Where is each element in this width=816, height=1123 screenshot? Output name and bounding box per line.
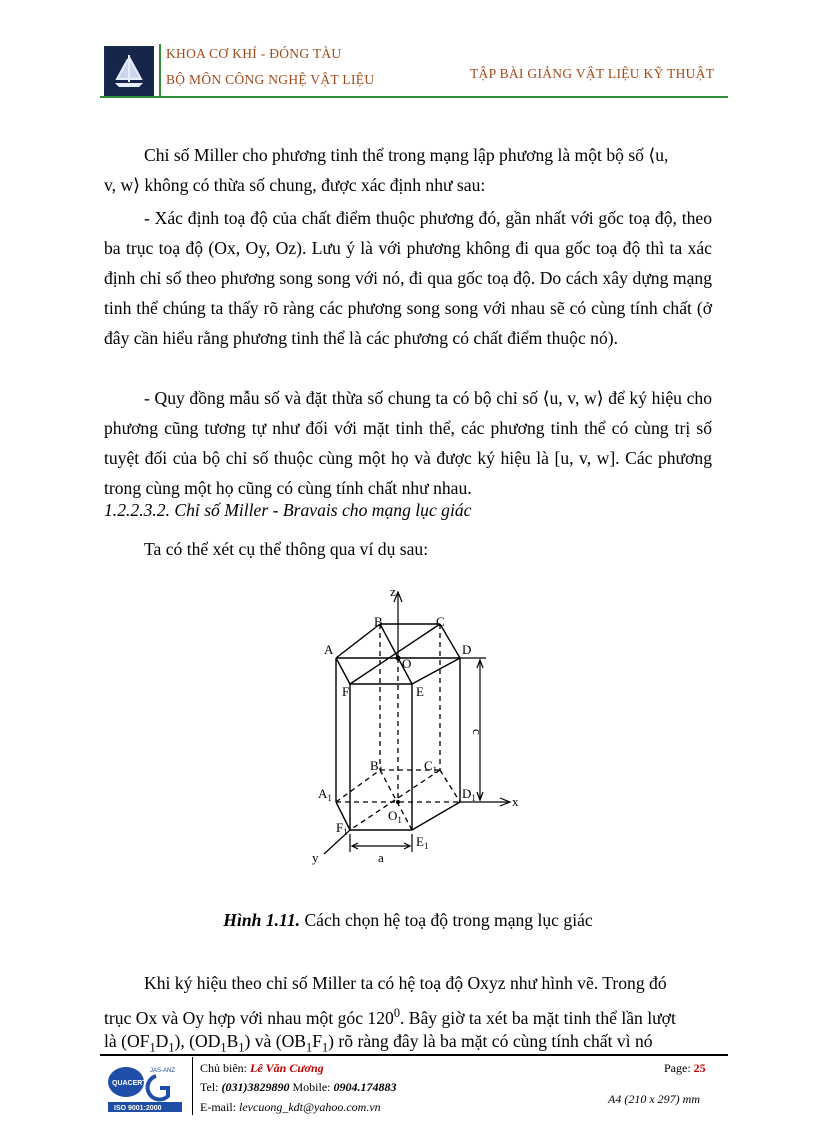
header-department: BỘ MÔN CÔNG NGHỆ VẬT LIỆU bbox=[166, 72, 375, 87]
header-course-title: TẬP BÀI GIẢNG VẬT LIỆU KỸ THUẬT bbox=[470, 66, 715, 81]
label-z: z bbox=[390, 584, 396, 599]
footer-phone: Tel: (031)3829890 Mobile: 0904.174883 bbox=[200, 1080, 397, 1094]
header-faculty: KHOA CƠ KHÍ - ĐÓNG TÀU bbox=[166, 46, 342, 61]
label-B1: $B_1$ bbox=[370, 758, 384, 775]
paragraph-2: - Xác định toạ độ của chất điểm thuộc phương đó, gần nhất với gốc toạ độ, theo ba trục toạ độ (Ox, Oy, Oz). Lưu ý là với phương không đi qua gốc toạ độ thì ta xác định chỉ số theo phương song song với nó, đi qua gốc toạ độ. Do cách xây dựng mạng tinh thể chúng ta thấy rõ ràng các phương song song với nhau sẽ có cùng tính chất (ở đây cần hiểu rằng phương tinh thể là các phương có chất điểm thuộc nó). bbox=[104, 208, 712, 348]
footer-editor: Chủ biên: Lê Văn Cương bbox=[200, 1061, 324, 1075]
label-O: O bbox=[402, 656, 412, 671]
paragraph-1-line-1: Chỉ số Miller cho phương tinh thể trong mạng lập phương là một bộ số ⟨u, bbox=[144, 145, 669, 165]
paragraph-5-line-3: là $(OF_1D_1)$, $(OD_1B_1)$ và $(OB_1F_1)$ rõ ràng đây là ba mặt có cùng tính chất vì nó bbox=[104, 1031, 653, 1055]
hexagonal-lattice-figure bbox=[290, 580, 540, 880]
faculty-logo bbox=[104, 46, 154, 96]
label-c: c bbox=[470, 729, 485, 735]
svg-text:QUACERT: QUACERT bbox=[112, 1080, 147, 1087]
edge-AB bbox=[336, 624, 380, 658]
label-E1: $E_1$ bbox=[416, 834, 429, 851]
label-D1: $D_1$ bbox=[462, 786, 476, 803]
label-A1: $A_1$ bbox=[318, 786, 332, 803]
label-D: D bbox=[462, 642, 472, 657]
paragraph-1-line-2: v, w⟩ không có thừa số chung, được xác định như sau: bbox=[104, 175, 486, 195]
footer-divider bbox=[192, 1057, 193, 1115]
label-F: F bbox=[342, 684, 350, 699]
label-E: E bbox=[416, 684, 424, 699]
label-B: B bbox=[374, 614, 383, 629]
quacert-logo bbox=[104, 1062, 186, 1114]
footer-page: Page: 25 bbox=[664, 1061, 706, 1075]
label-O1: $O_1$ bbox=[388, 808, 402, 825]
label-A: A bbox=[324, 642, 334, 657]
figure-number: Hình 1.11. bbox=[223, 910, 301, 930]
footer-paper-size: A4 (210 x 297) mm bbox=[608, 1092, 700, 1106]
label-a: a bbox=[378, 850, 384, 865]
footer-email: E-mail: levcuong_kdt@yahoo.com.vn bbox=[200, 1100, 381, 1114]
paragraph-5-line-1: Khi ký hiệu theo chỉ số Miller ta có hệ toạ độ Oxyz như hình vẽ. Trong đó bbox=[144, 973, 667, 993]
svg-text:ISO 9001:2000: ISO 9001:2000 bbox=[114, 1105, 162, 1112]
edge-CD bbox=[440, 624, 460, 658]
header-divider bbox=[159, 44, 161, 98]
label-y: y bbox=[312, 850, 319, 865]
section-heading: 1.2.2.3.2. Chỉ số Miller - Bravais cho mạng lục giác bbox=[104, 500, 472, 520]
label-F1: $F_1$ bbox=[336, 820, 348, 837]
footer-rule bbox=[100, 1054, 728, 1056]
paragraph-3: - Quy đồng mẫu số và đặt thừa số chung ta có bộ chỉ số ⟨u, v, w⟩ để ký hiệu cho phương cũng tương tự như đối với mặt tinh thể, các phương tinh thể có cùng trị số tuyệt đối của bộ chỉ số thuộc cùng một họ và được ký hiệu là [u, v, w]. Các phương trong cùng một họ cũng có cùng tính chất như nhau. bbox=[104, 388, 712, 498]
label-x: x bbox=[512, 794, 519, 809]
label-C1: $C_1$ bbox=[424, 758, 438, 775]
edge-FA bbox=[336, 658, 350, 684]
paragraph-5-line-2: trục Ox và Oy hợp với nhau một góc $120^0$. Bây giờ ta xét ba mặt tinh thể lần lượt bbox=[104, 1006, 676, 1028]
figure-caption-text: Cách chọn hệ toạ độ trong mạng lục giác bbox=[300, 910, 593, 930]
edge-DE bbox=[412, 658, 460, 684]
paragraph-4: Ta có thể xét cụ thể thông qua ví dụ sau: bbox=[144, 539, 429, 559]
figure-caption bbox=[0, 910, 816, 931]
header-rule bbox=[100, 96, 728, 98]
svg-text:JAS-ANZ: JAS-ANZ bbox=[150, 1068, 176, 1074]
label-C: C bbox=[436, 614, 445, 629]
